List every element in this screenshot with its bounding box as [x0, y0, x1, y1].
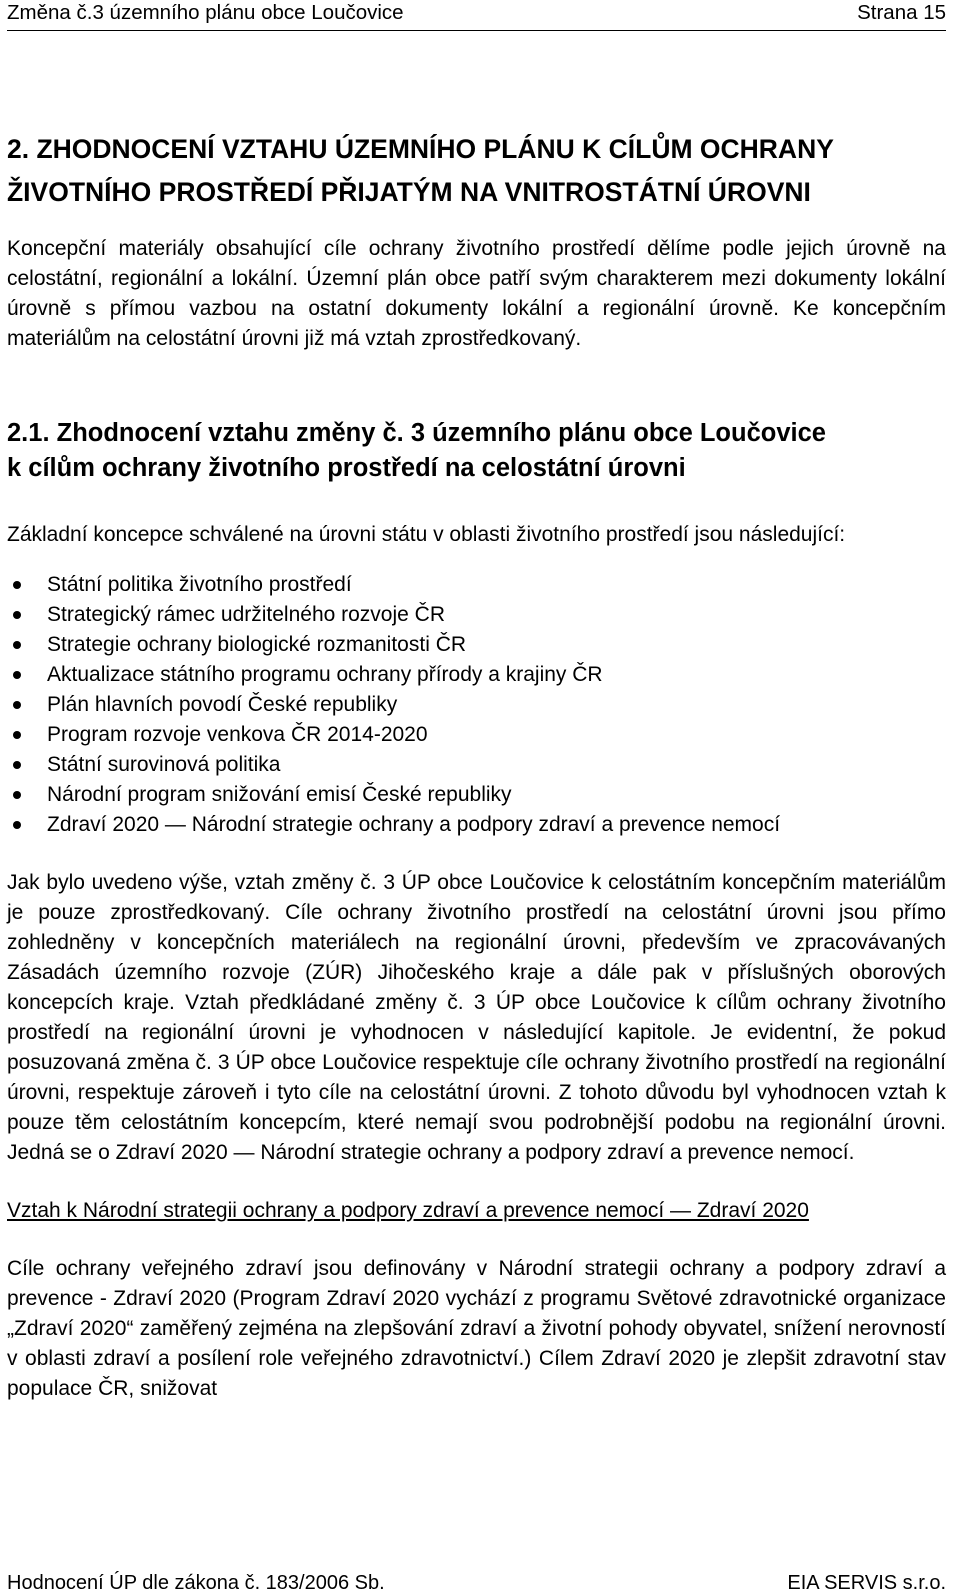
bullet-icon: [13, 611, 21, 619]
list-item: Zdraví 2020 — Národní strategie ochrany a podpory zdraví a prevence nemocí: [7, 810, 946, 840]
header-divider: [7, 30, 946, 31]
list-item: Strategie ochrany biologické rozmanitosti ČR: [7, 630, 946, 660]
bullet-icon: [13, 791, 21, 799]
section-2-1-paragraph: Jak bylo uvedeno výše, vztah změny č. 3 ÚP obce Loučovice k celostátním koncepčním materiálům je pouze zprostředkovaný. Cíle ochrany životního prostředí na celostátní úrovni jsou přímo zohledněny v koncepčních materiálech na regionální úrovni, především ve zpracovávaných Zásadách územního rozvoje (ZÚR) Jihočeského kraje a dále pak v příslušných oborových koncepcích kraje. Vztah předkládané změny č. 3 ÚP obce Loučovice k cílům ochrany životního prostředí na regionální úrovni je vyhodnocen v následující kapitole. Je evidentní, že pokud posuzovaná změna č. 3 ÚP obce Loučovice respektuje cíle ochrany životního prostředí na regionální úrovni, respektuje zároveň i tyto cíle na celostátní úrovni. Z tohoto důvodu byl vyhodnocen vztah k pouze těm celostátním koncepcím, které nemají svou podrobnější podobu na regionální úrovni. Jedná se o Zdraví 2020 — Národní strategie ochrany a podpory zdraví a prevence nemocí.: [7, 871, 946, 1164]
list-item: Státní surovinová politika: [7, 750, 946, 780]
list-item: Program rozvoje venkova ČR 2014-2020: [7, 720, 946, 750]
bullet-icon: [13, 641, 21, 649]
footer-right: EIA SERVIS s.r.o.: [787, 1572, 946, 1594]
section-2-paragraph: Koncepční materiály obsahující cíle ochrany životního prostředí dělíme podle jejich úrovně na celostátní, regionální a lokální. Územní plán obce patří svým charakterem mezi dokumenty lokální úrovně s přímou vazbou na ostatní dokumenty lokální a regionální úrovně. Ke koncepčním materiálům na celostátní úrovni již má vztah zprostředkovaný.: [7, 237, 946, 350]
header-page-number: Strana 15: [857, 1, 946, 24]
subsection-paragraph: Cíle ochrany veřejného zdraví jsou definovány v Národní strategii ochrany a podpory zdraví a prevence - Zdraví 2020 (Program Zdraví 2020 vychází z programu Světové zdravotnické organizace „Zdraví 2020“ zaměřený zejména na zlepšování zdraví a životní pohody obyvatel, snížení nerovností v oblasti zdraví a posílení role veřejného zdravotnictví.) Cílem Zdraví 2020 je zlepšit zdravotní stav populace ČR, snižovat: [7, 1257, 946, 1400]
bullet-icon: [13, 581, 21, 589]
subsection-title: Vztah k Národní strategii ochrany a podpory zdraví a prevence nemocí — Zdraví 2020: [7, 1199, 809, 1222]
list-item: Státní politika životního prostředí: [7, 570, 946, 600]
list-item: Národní program snižování emisí České republiky: [7, 780, 946, 810]
section-2-1-intro: Základní koncepce schválené na úrovni státu v oblasti životního prostředí jsou následující:: [7, 523, 846, 546]
section-2-1-heading: [7, 416, 946, 486]
footer-left: Hodnocení ÚP dle zákona č. 183/2006 Sb.: [7, 1572, 385, 1594]
section-2-heading: [7, 128, 946, 214]
page-content: [7, 128, 946, 1404]
list-item: Strategický rámec udržitelného rozvoje ČR: [7, 600, 946, 630]
list-item: Plán hlavních povodí České republiky: [7, 690, 946, 720]
section-2-heading-line-2: ŽIVOTNÍHO PROSTŘEDÍ PŘIJATÝM NA VNITROSTÁTNÍ ÚROVNI: [7, 177, 811, 207]
page-header: [7, 0, 946, 30]
list-item: Aktualizace státního programu ochrany přírody a krajiny ČR: [7, 660, 946, 690]
section-2-1-heading-line-2: k cílům ochrany životního prostředí na celostátní úrovni: [7, 454, 686, 482]
page-footer: [7, 1571, 946, 1595]
bullet-icon: [13, 671, 21, 679]
bullet-icon: [13, 701, 21, 709]
section-2-1-heading-line-1: 2.1. Zhodnocení vztahu změny č. 3 územního plánu obce Loučovice: [7, 419, 826, 447]
bullet-icon: [13, 731, 21, 739]
bullet-icon: [13, 821, 21, 829]
header-document-title: Změna č.3 územního plánu obce Loučovice: [7, 1, 404, 24]
concept-list: [7, 570, 946, 840]
section-2-heading-line-1: 2. ZHODNOCENÍ VZTAHU ÚZEMNÍHO PLÁNU K CÍLŮM OCHRANY: [7, 134, 834, 164]
bullet-icon: [13, 761, 21, 769]
